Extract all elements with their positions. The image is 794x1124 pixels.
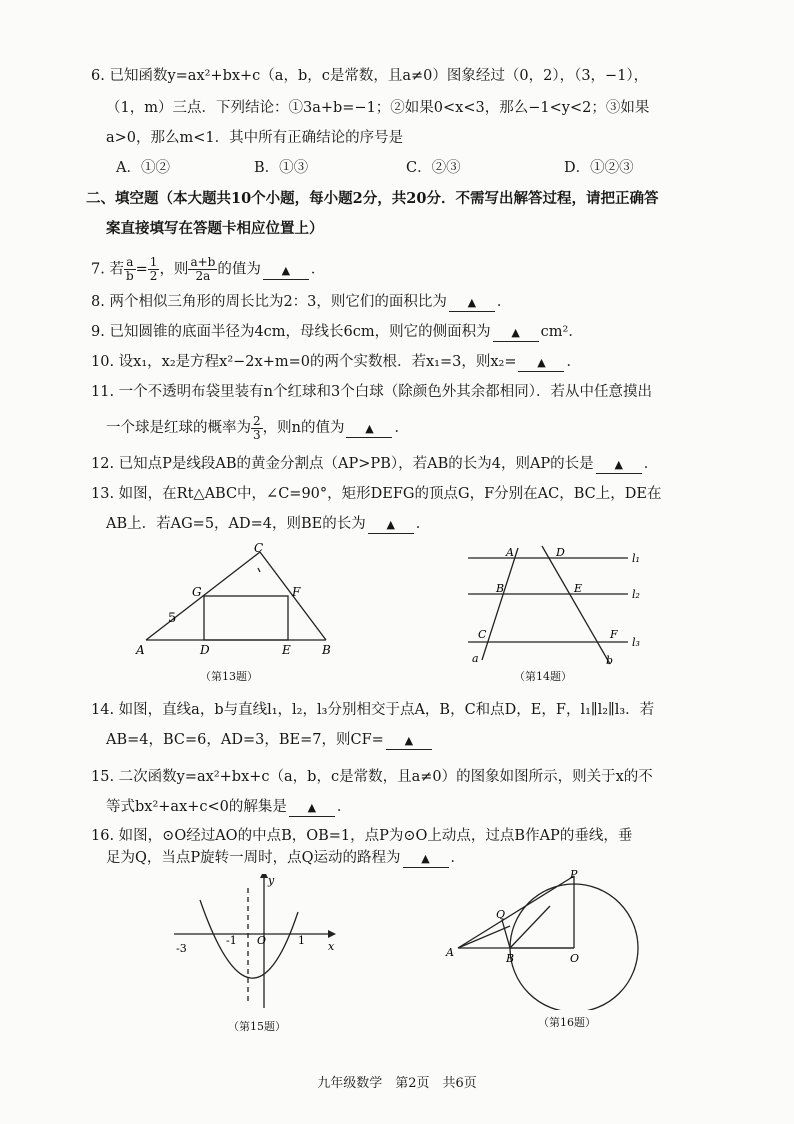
fig16-label-b: B: [506, 952, 515, 965]
q13-text-2: AB上．若AG=5，AD=4，则BE的长为: [106, 516, 366, 532]
q11-post: ，则n的值为: [262, 420, 345, 436]
fig14-label-c: C: [478, 628, 487, 641]
fig15-label-minus3: -3: [176, 942, 187, 955]
q12: [91, 454, 658, 474]
q7-eq: =: [135, 261, 148, 278]
section2-heading-1: 二、填空题（本大题共10个小题，每小题2分，共20分．不需写出解答过程，请把正确答: [86, 190, 659, 207]
fig14-label-l1: l₁: [632, 552, 640, 565]
q15-line1: [91, 767, 653, 787]
q15-text-2: 等式bx²+ax+c<0的解集是: [106, 799, 287, 815]
fig13-label-ag: 5: [168, 611, 177, 626]
q8: [91, 292, 511, 312]
q14-number: 14.: [91, 702, 115, 718]
q16-text-1: 如图，⊙O经过AO的中点B，OB=1，点P为⊙O上动点，过点B作AP的垂线，垂: [118, 828, 633, 844]
q7-mid: ，则: [159, 261, 189, 278]
q16-line2: [106, 848, 465, 868]
fig13-label-f: F: [292, 585, 301, 599]
q6-option-b: B．①③: [254, 160, 309, 176]
q16-text-2: 足为Q，当点P旋转一周时，点Q运动的路程为: [106, 850, 401, 866]
q6-line1: [91, 66, 648, 86]
answer-blank[interactable]: [449, 294, 495, 312]
q7-pre: 若: [109, 261, 124, 278]
q11-frac: [251, 415, 263, 442]
blank-marker-icon: ▲: [281, 263, 291, 277]
q15-line2: [106, 797, 351, 817]
fig14-label-f: F: [610, 628, 618, 641]
fig15-label-minus1: -1: [226, 934, 237, 947]
q11-pre: 一个球是红球的概率为: [106, 420, 251, 436]
q14-text-1: 如图，直线a，b与直线l₁，l₂，l₃分别相交于点A，B，C和点D，E，F，l₁∥l₂∥l₃．若: [118, 702, 655, 718]
fig14-label-e: E: [574, 582, 583, 595]
fig15-caption: （第15题）: [228, 1020, 286, 1033]
q11-end: ．: [394, 420, 409, 436]
q10: [91, 352, 581, 372]
q16-line1: [91, 826, 632, 846]
answer-blank[interactable]: [346, 420, 392, 438]
q6-line3: a>0，那么m<1．其中所有正确结论的序号是: [106, 130, 404, 146]
figure-15: [170, 874, 350, 1010]
fig14-label-b: B: [496, 582, 505, 595]
answer-blank[interactable]: [596, 456, 642, 474]
answer-blank[interactable]: [368, 516, 414, 534]
q7-frac-ab: [124, 256, 136, 283]
q13-line1: [91, 484, 661, 504]
q7-frac-expr-num: a+b: [190, 255, 216, 269]
q16-end: ．: [450, 850, 466, 866]
figure-14: [464, 544, 654, 666]
fig16-label-o: O: [570, 952, 580, 965]
fig14-label-line-b: b: [606, 654, 614, 666]
answer-blank[interactable]: [263, 262, 309, 280]
blank-marker-icon: ▲: [307, 801, 317, 814]
fig15-label-x: x: [328, 940, 335, 953]
figure-13: [134, 540, 344, 660]
fig14-label-l2: l₂: [632, 588, 640, 601]
fig13-caption: （第13题）: [200, 670, 258, 683]
q10-text: 设x₁，x₂是方程x²−2x+m=0的两个实数根．若x₁=3，则x₂=: [118, 354, 517, 370]
q7-frac-half-den: 2: [149, 269, 158, 283]
blank-marker-icon: ▲: [467, 296, 477, 309]
q6-number: 6.: [91, 68, 105, 84]
q11-line1: [91, 382, 652, 402]
blank-marker-icon: ▲: [614, 458, 623, 471]
q11-frac-num: 2: [253, 413, 261, 428]
fig16-caption: （第16题）: [538, 1016, 596, 1029]
fig16-label-p: P: [570, 868, 578, 881]
q8-end: ．: [496, 294, 512, 310]
q8-text: 两个相似三角形的周长比为2：3，则它们的面积比为: [109, 294, 447, 310]
q13-text-1: 如图，在Rt△ABC中，∠C=90°，矩形DEFG的顶点G，F分别在AC，BC上，DE在: [118, 486, 662, 502]
fig13-label-b: B: [322, 643, 331, 657]
q6-option-c: C．②③: [406, 160, 461, 176]
x-axis-arrow-icon: [328, 930, 336, 938]
q8-number: 8.: [91, 294, 105, 310]
page-footer: 九年级数学 第2页 共6页: [317, 1076, 477, 1091]
q6-line2: （1，m）三点．下列结论：①3a+b=−1；②如果0<x<3，那么−1<y<2；③如果: [106, 100, 650, 116]
q12-number: 12.: [91, 456, 115, 472]
q7-frac-expr-den: 2a: [195, 269, 211, 283]
fig13-label-d: D: [200, 643, 210, 657]
answer-blank[interactable]: [518, 354, 564, 372]
q15-end: ．: [336, 799, 352, 815]
q10-number: 10.: [91, 354, 115, 370]
fig16-label-q: Q: [496, 908, 506, 921]
q7-frac-ab-num: a: [124, 256, 136, 270]
fig13-label-a: A: [136, 643, 145, 657]
fig14-caption: （第14题）: [514, 670, 572, 683]
q7-number: 7.: [91, 261, 105, 278]
q13-end: ．: [415, 516, 431, 532]
q7-end: ．: [310, 261, 326, 278]
q7-frac-half: [148, 256, 160, 283]
q13-line2: [106, 514, 430, 534]
q6-option-d: D．①②③: [564, 160, 634, 176]
blank-marker-icon: ▲: [365, 422, 374, 435]
q7-frac-expr: [188, 256, 217, 283]
q13-number: 13.: [91, 486, 115, 502]
blank-marker-icon: ▲: [511, 326, 520, 339]
fig15-label-plus1: 1: [298, 934, 305, 947]
q9: [91, 322, 583, 342]
blank-marker-icon: ▲: [537, 356, 546, 369]
fig14-label-d: D: [556, 546, 565, 559]
q11-number: 11.: [91, 384, 115, 400]
blank-marker-icon: ▲: [404, 734, 414, 747]
q6-text-1: 已知函数y=ax²+bx+c（a，b，c是常数，且a≠0）图象经过（0，2），（3，−1），: [109, 68, 649, 84]
q7-frac-half-num: 1: [149, 255, 158, 269]
fig13-label-c: C: [254, 541, 264, 555]
answer-blank[interactable]: [386, 732, 432, 750]
fig13-label-e: E: [282, 643, 291, 657]
answer-blank[interactable]: [289, 799, 335, 817]
q9-number: 9.: [91, 324, 105, 340]
q14-line1: [91, 700, 654, 720]
q7-post: 的值为: [217, 261, 261, 278]
q15-text-1: 二次函数y=ax²+bx+c（a，b，c是常数，且a≠0）的图象如图所示，则关于x的不: [118, 769, 653, 785]
fig16-label-a: A: [446, 946, 454, 959]
q6-option-a: A．①②: [116, 160, 170, 176]
fig14-label-a: A: [506, 546, 514, 559]
fig13-label-g: G: [192, 585, 202, 599]
fig14-label-line-a: a: [472, 652, 479, 665]
section2-heading-2: 案直接填写在答题卡相应位置上）: [106, 220, 324, 237]
blank-marker-icon: ▲: [421, 852, 430, 865]
blank-marker-icon: ▲: [386, 518, 396, 531]
q15-number: 15.: [91, 769, 115, 785]
q9-end: cm²．: [540, 324, 583, 340]
y-axis-arrow-icon: [260, 874, 268, 878]
q11-line2: [106, 414, 409, 442]
q7-frac-ab-den: b: [125, 269, 134, 283]
figure-16: [440, 866, 650, 1010]
q10-end: ．: [566, 354, 581, 370]
q11-frac-den: 3: [253, 427, 261, 442]
fig14-label-l3: l₃: [632, 636, 640, 649]
answer-blank[interactable]: [493, 324, 539, 342]
q12-end: ．: [643, 456, 659, 472]
q12-text: 已知点P是线段AB的黄金分割点（AP>PB），若AB的长为4，则AP的长是: [118, 456, 594, 472]
q9-text: 已知圆锥的底面半径为4cm，母线长6cm，则它的侧面积为: [109, 324, 491, 340]
q7: [91, 256, 325, 282]
q14-line2: [106, 730, 434, 750]
fig15-label-origin: O: [257, 934, 267, 947]
fig15-label-y: y: [268, 874, 275, 887]
q14-text-2: AB=4，BC=6，AD=3，BE=7，则CF=: [106, 732, 384, 748]
q11-text-1: 一个不透明布袋里装有n个红球和3个白球（除颜色外其余都相同）．若从中任意摸出: [118, 384, 652, 400]
q16-number: 16.: [91, 828, 115, 844]
